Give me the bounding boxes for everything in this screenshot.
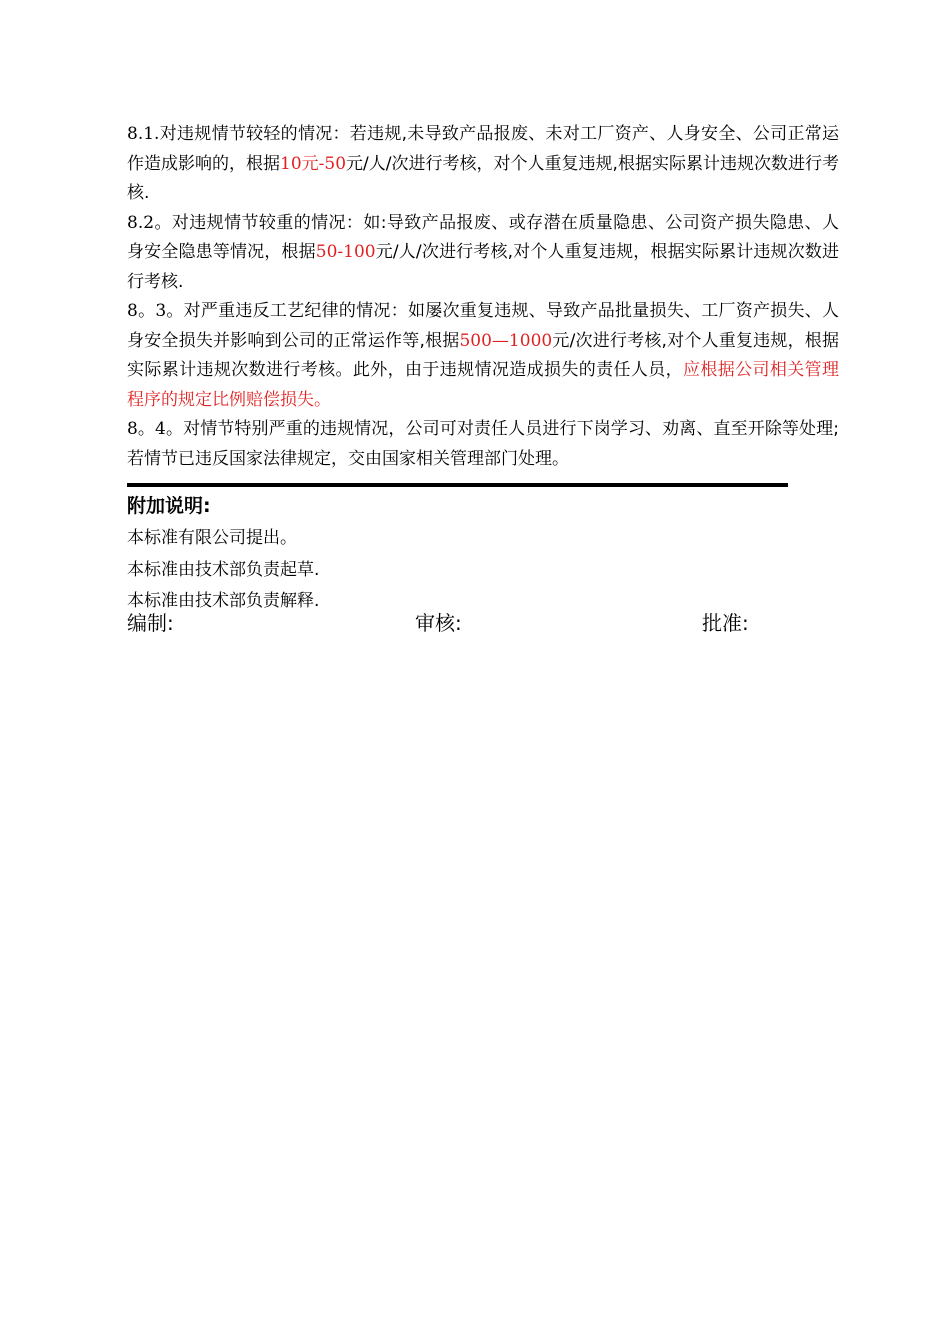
penalty-clauses: [127, 120, 839, 474]
signoff-row: [127, 608, 839, 638]
appendix-section: [127, 491, 839, 618]
appendix-line-drafter: 本标准由技术部负责起草.: [127, 559, 320, 580]
penalty-amount: 50-100: [315, 242, 376, 262]
clause-text-continued: 元/人/次进行考核,对个人重复违规，根据实际累计违规次数进行考核.: [127, 242, 840, 292]
clause-text: 对违规情节较轻的情况：若违规,未导致产品报废、未对工厂资产、人身安全、公司正常运作造成影响的，根据: [127, 124, 839, 174]
penalty-amount: 10元-50: [280, 153, 347, 174]
clause-number: 8.1.: [127, 124, 160, 144]
clause-8-1: [127, 120, 839, 209]
appendix-line-proposer: 本标准有限公司提出。: [127, 528, 297, 548]
clause-number: 8。4。: [127, 419, 184, 439]
approved-by-label: 批准:: [702, 611, 749, 635]
clause-8-2: [127, 209, 839, 298]
clause-text: 对严重违反工艺纪律的情况：如屡次重复违规、导致产品批量损失、工厂资产损失、人身安全损失并影响到公司的正常运作等,根据: [127, 301, 840, 351]
clause-text-continued: 元/次进行考核,对个人重复违规，根据实际累计违规次数进行考核。此外，由于违规情况造成损失的责任人员，: [127, 330, 839, 380]
clause-8-3: [127, 297, 839, 415]
appendix-line-interpreter: 本标准由技术部负责解释.: [127, 591, 320, 611]
clause-number: 8.2。: [127, 212, 172, 233]
clause-8-4: [127, 415, 839, 474]
penalty-amount: 500—1000: [459, 330, 553, 351]
clause-text: 对违规情节较重的情况：如:导致产品报废、或存潜在质量隐患、公司资产损失隐患、人身安全隐患等情况，根据: [127, 212, 839, 262]
compensation-emphasis: 应根据公司相关管理程序的规定比例赔偿损失。: [127, 360, 839, 410]
section-divider: [127, 483, 788, 487]
appendix-title: 附加说明:: [127, 495, 211, 517]
reviewed-by-label: 审核:: [415, 611, 462, 635]
clause-number: 8。3。: [127, 301, 184, 321]
clause-text-continued: 元/人/次进行考核，对个人重复违规,根据实际累计违规次数进行考核.: [127, 153, 839, 203]
clause-text: 对情节特别严重的违规情况，公司可对责任人员进行下岗学习、劝离、直至开除等处理;若情节已违反国家法律规定，交由国家相关管理部门处理。: [127, 419, 839, 469]
compiled-by-label: 编制:: [127, 611, 174, 635]
